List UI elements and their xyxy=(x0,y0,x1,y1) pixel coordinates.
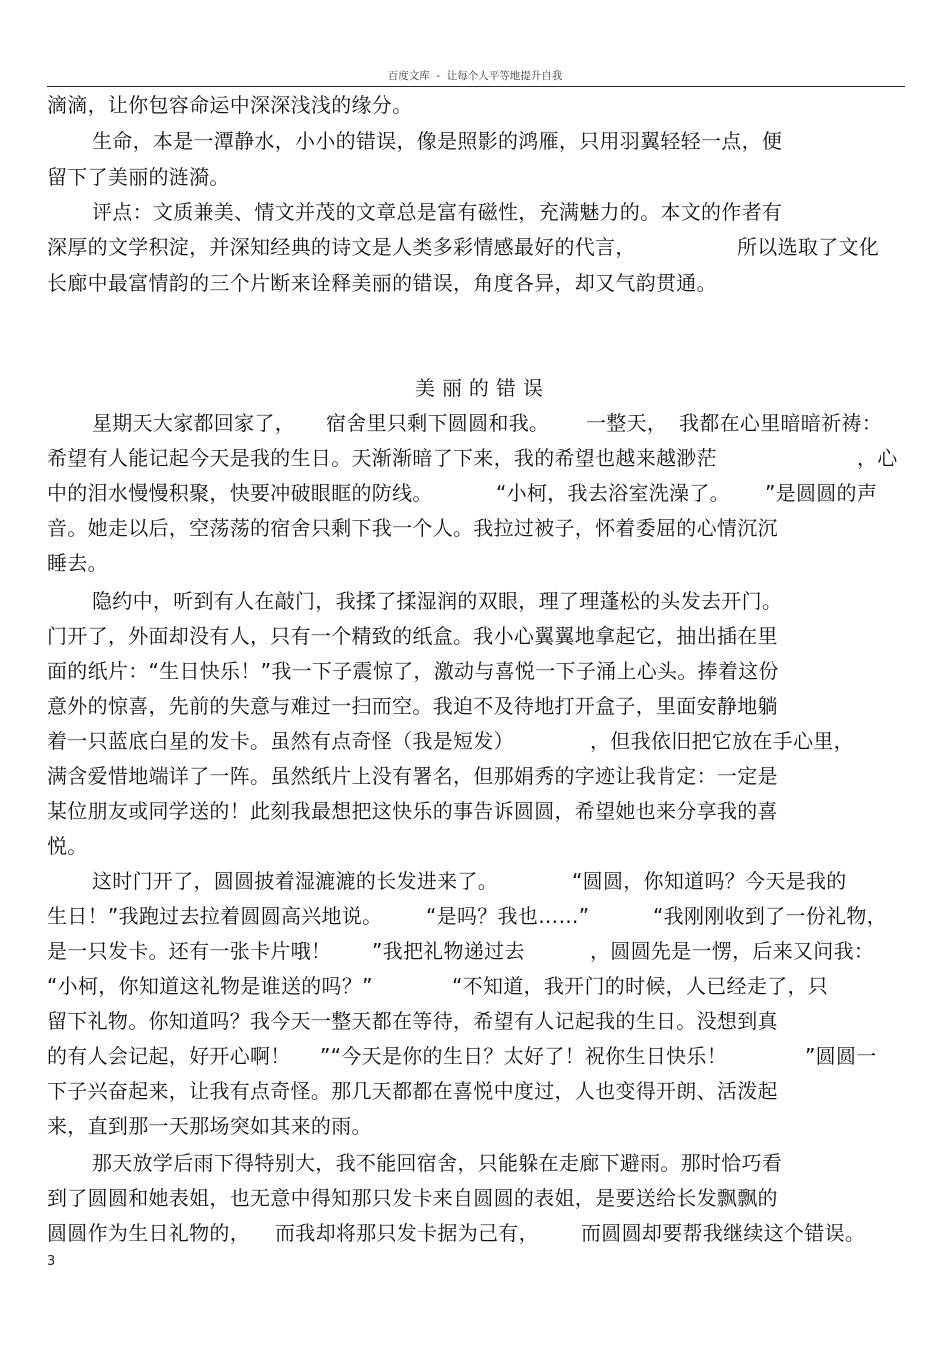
text-line: 评点：文质兼美、情文并茂的文章总是富有磁性，充满魅力的。本文的作者有 xyxy=(92,200,783,224)
header-divider xyxy=(47,86,905,87)
text-line: 睡去。 xyxy=(47,551,108,575)
text-line: 到了圆圆和她表姐，也无意中得知那只发卡来自圆圆的表姐，是要送给长发飘飘的 xyxy=(47,1186,778,1210)
text-line: 留下了美丽的涟漪。 xyxy=(47,165,230,189)
text-line: 而我却将那只发卡据为己有， xyxy=(275,1221,539,1245)
text-line: 滴滴，让你包容命运中深深浅浅的缘分。 xyxy=(47,93,413,117)
text-line: 希望有人能记起今天是我的生日。天渐渐暗了下来，我的希望也越来越渺茫 xyxy=(47,446,717,470)
text-line: 下子兴奋起来，让我有点奇怪。那几天都都在喜悦中度过，人也变得开朗、活泼起 xyxy=(47,1079,778,1103)
text-line: 满含爱惜地端详了一阵。虽然纸片上没有署名，但那娟秀的字迹让我肯定：一定是 xyxy=(47,764,778,788)
text-line: 留下礼物。你知道吗？我今天一整天都在等待，希望有人记起我的生日。没想到真 xyxy=(47,1009,778,1033)
text-line: 是一只发卡。还有一张卡片哦！ xyxy=(47,939,332,963)
text-line: 隐约中，听到有人在敲门，我揉了揉湿润的双眼，理了理蓬松的头发去开门。 xyxy=(92,589,783,613)
text-line: ，圆圆先是一愣，后来又问我： xyxy=(590,939,875,963)
text-line: ，心 xyxy=(857,446,898,470)
text-line: “我刚刚收到了一份礼物， xyxy=(653,904,887,928)
text-line: 生命，本是一潭静水，小小的错误，像是照影的鸿雁，只用羽翼轻轻一点，便 xyxy=(92,129,783,153)
text-line: 圆圆作为生日礼物的， xyxy=(47,1221,250,1245)
text-line: 所以选取了文化 xyxy=(737,235,880,259)
text-line: ”我把礼物递过去 xyxy=(372,939,525,963)
text-line: 而圆圆却要帮我继续这个错误。 xyxy=(581,1221,866,1245)
article-title: 美 丽 的 错 误 xyxy=(415,376,544,400)
text-line: 音。她走以后，空荡荡的宿舍只剩下我一个人。我拉过被子，怀着委屈的心情沉沉 xyxy=(47,516,778,540)
text-line: 宿舍里只剩下圆圆和我。 xyxy=(326,411,550,435)
text-line: 着一只蓝底白星的发卡。虽然有点奇怪（我是短发） xyxy=(47,729,514,753)
text-line: 星期天大家都回家了， xyxy=(92,411,295,435)
text-line: 面的纸片：“生日快乐！”我一下子震惊了，激动与喜悦一下子涌上心头。捧着这份 xyxy=(47,659,779,683)
text-line: 深厚的文学积淀，并深知经典的诗文是人类多彩情感最好的代言， xyxy=(47,235,636,259)
text-line: 中的泪水慢慢积聚，快要冲破眼眶的防线。 xyxy=(47,481,433,505)
header-text: 百度文库 - 让每个人平等地提升自我 xyxy=(387,70,563,82)
text-line: “小柯，我去浴室洗澡了。 xyxy=(496,481,730,505)
text-line: 生日！”我跑过去拉着圆圆高兴地说。 xyxy=(47,904,383,928)
text-line: 那天放学后雨下得特别大，我不能回宿舍，只能躲在走廊下避雨。那时恰巧看 xyxy=(92,1151,783,1175)
text-line: 门开了，外面却没有人，只有一个精致的纸盒。我小心翼翼地拿起它，抽出插在里 xyxy=(47,624,778,648)
text-line: 长廊中最富情韵的三个片断来诠释美丽的错误，角度各异，却又气韵贯通。 xyxy=(47,271,717,295)
text-line: 这时门开了，圆圆披着湿漉漉的长发进来了。 xyxy=(92,869,498,893)
text-line: 悦。 xyxy=(47,834,88,858)
text-line: “圆圆，你知道吗？今天是我的 xyxy=(572,869,847,893)
text-line: “是吗？我也……” xyxy=(426,904,590,928)
text-line: ”圆圆一 xyxy=(805,1044,877,1068)
text-line: 的有人会记起，好开心啊！ xyxy=(47,1044,291,1068)
text-line: ，但我依旧把它放在手心里， xyxy=(590,729,854,753)
text-line: 来，直到那一天那场突如其来的雨。 xyxy=(47,1114,372,1138)
text-line: 意外的惊喜，先前的失意与难过一扫而空。我迫不及待地打开盒子，里面安静地躺 xyxy=(47,694,778,718)
text-line: 一整天， xyxy=(586,411,668,435)
page-number: 3 xyxy=(47,1254,56,1269)
text-line: “不知道，我开门的时候，人已经走了，只 xyxy=(452,974,829,998)
text-line: 我都在心里暗暗祈祷： xyxy=(679,411,882,435)
text-line: ”是圆圆的声 xyxy=(765,481,878,505)
text-line: “小柯，你知道这礼物是谁送的吗？” xyxy=(47,974,373,998)
text-line: ”“今天是你的生日？太好了！祝你生日快乐！ xyxy=(320,1044,728,1068)
text-line: 某位朋友或同学送的！此刻我最想把这快乐的事告诉圆圆，希望她也来分享我的喜 xyxy=(47,799,778,823)
